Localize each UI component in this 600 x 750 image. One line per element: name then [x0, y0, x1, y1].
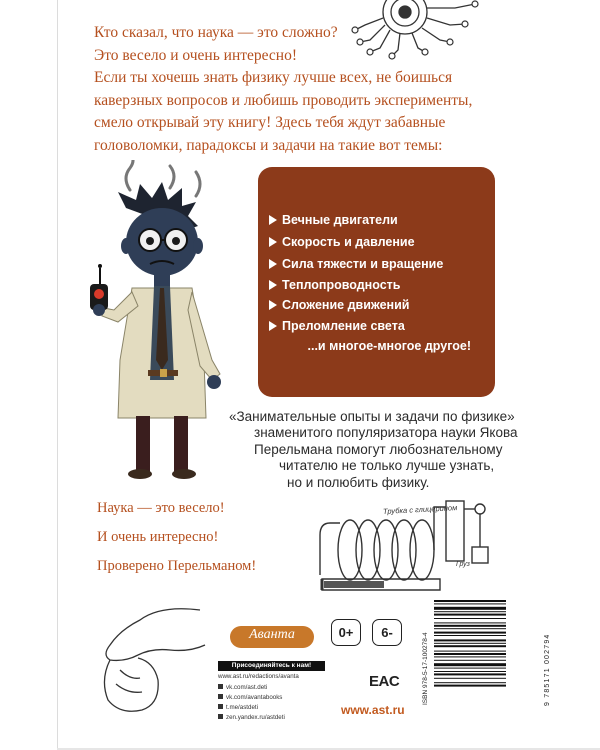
barcode-bar — [434, 668, 506, 669]
topic-label: Сила тяжести и вращение — [282, 257, 444, 271]
triangle-bullet-icon — [269, 321, 277, 331]
barcode-bar — [434, 600, 506, 602]
topic-item — [269, 298, 409, 312]
intro-text — [94, 22, 474, 158]
barcode-bar — [434, 685, 506, 687]
description-line: но и полюбить физику. — [287, 474, 430, 490]
barcode-bar — [434, 682, 506, 683]
social-link-label: vk.com/avantabooks — [226, 694, 283, 701]
intro-line: смело открывай эту книгу! Здесь тебя ждут забавные — [94, 114, 446, 132]
book-description — [229, 409, 539, 491]
isbn-barcode — [434, 598, 551, 716]
topic-label: Сложение движений — [282, 298, 410, 312]
description-line: читателю не только лучше узнать, — [279, 458, 495, 474]
social-link[interactable] — [218, 704, 258, 711]
intro-line: головоломки, парадоксы и задачи на такие вот темы: — [94, 136, 443, 154]
description-line: знаменитого популяризатора науки Якова — [254, 425, 518, 441]
barcode-bar — [434, 651, 506, 652]
barcode-bar — [434, 625, 506, 627]
social-link[interactable] — [218, 694, 282, 701]
triangle-bullet-icon — [269, 300, 277, 310]
barcode-bar — [434, 663, 506, 666]
barcode-bar — [434, 645, 506, 647]
topics-more: ...и многое-многое другое! — [307, 339, 471, 353]
description-line: «Занимательные опыты и задачи по физике» — [229, 409, 515, 424]
barcode-bar — [434, 660, 506, 661]
eac-mark: EAC — [369, 673, 400, 690]
publisher-site-link[interactable]: www.ast.ru — [341, 703, 405, 717]
barcode-bar — [434, 618, 506, 619]
triangle-bullet-icon — [269, 215, 277, 225]
barcode-bar — [434, 673, 506, 675]
telegram-icon — [218, 704, 223, 709]
slogan-line: И очень интересно! — [97, 529, 219, 545]
social-link-label: zen.yandex.ru/astdeti — [226, 714, 285, 721]
topic-label: Скорость и давление — [282, 235, 415, 249]
barcode-bar — [434, 632, 506, 634]
topics-panel — [258, 167, 495, 397]
age-rating-badge: 6- — [372, 619, 402, 646]
age-rating-badge: 0+ — [331, 619, 361, 646]
join-us-banner: Присоединяйтесь к нам! — [218, 661, 325, 671]
barcode-bar — [434, 607, 506, 610]
barcode-bars — [434, 598, 514, 716]
intro-line: Это весело и очень интересно! — [94, 46, 298, 64]
hand-sketch-illustration — [80, 600, 210, 720]
triangle-bullet-icon — [269, 259, 277, 269]
vk-icon — [218, 684, 223, 689]
social-link[interactable] — [218, 714, 285, 721]
topic-item — [269, 235, 415, 249]
intro-line: Кто сказал, что наука — это сложно? — [94, 24, 338, 41]
social-link[interactable] — [218, 684, 267, 691]
barcode-bar — [434, 656, 506, 657]
intro-line: каверзных вопросов и любишь проводить эксперименты, — [94, 91, 473, 109]
social-link[interactable]: www.ast.ru/redactions/avanta — [218, 673, 299, 680]
topic-label: Теплопроводность — [282, 278, 401, 292]
social-link-label: vk.com/ast.deti — [226, 684, 268, 691]
topic-item — [269, 257, 443, 271]
triangle-bullet-icon — [269, 280, 277, 290]
publisher-block — [218, 627, 325, 724]
vk-icon — [218, 694, 223, 699]
social-link-label: t.me/astdeti — [226, 704, 258, 711]
intro-line: Если ты хочешь знать физику лучше всех, не боишься — [94, 69, 453, 87]
description-line: Перельмана помогут любознательному — [254, 441, 503, 457]
barcode-bar — [434, 622, 506, 623]
slogan-line: Проверено Перельманом! — [97, 558, 257, 574]
barcode-bar — [434, 639, 506, 641]
isbn-text: ISBN 978-5-17-100278-4 — [422, 632, 429, 705]
avanta-logo-text: Аванта — [249, 627, 295, 642]
topic-label: Вечные двигатели — [282, 213, 398, 227]
weight-label: Груз — [456, 561, 470, 568]
topic-label: Преломление света — [282, 319, 405, 333]
topic-item — [269, 213, 398, 227]
triangle-bullet-icon — [269, 237, 277, 247]
barcode-bar — [434, 653, 506, 655]
barcode-bar — [434, 614, 506, 616]
topic-item — [269, 319, 405, 333]
zen-icon — [218, 714, 223, 719]
barcode-bar — [434, 635, 506, 636]
barcode-bar — [434, 671, 506, 672]
slogan-line: Наука — это весело! — [97, 500, 225, 516]
barcode-bar — [434, 603, 506, 604]
topic-item — [269, 278, 400, 292]
barcode-digits: 9 785171 002794 — [544, 633, 551, 706]
barcode-bar — [434, 678, 506, 679]
tube-label: Трубка с глицерином — [382, 503, 458, 516]
barcode-bar — [434, 643, 506, 644]
barcode-bar — [434, 611, 506, 612]
cover-edge-line — [57, 0, 58, 750]
barcode-bar — [434, 628, 506, 629]
